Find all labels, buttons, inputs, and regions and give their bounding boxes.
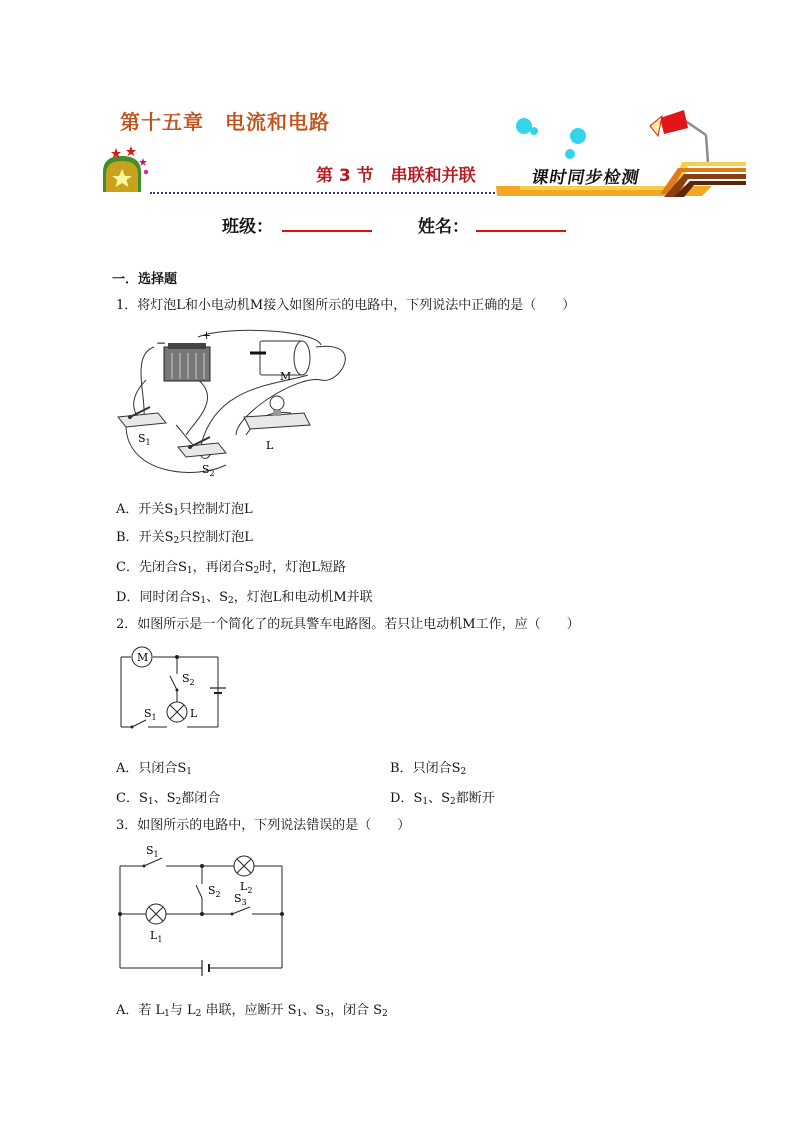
- class-field[interactable]: [282, 230, 372, 232]
- switch-1-label: $S_1$: [138, 432, 151, 447]
- question-3-stem: 3．如图所示的电路中，下列说法错误的是（ ）: [116, 818, 411, 833]
- bulb-icon: [244, 396, 310, 429]
- motor-label: M: [280, 370, 292, 383]
- name-label: 姓名：: [418, 217, 469, 237]
- q2-switch-1-label: $S_1$: [144, 707, 157, 722]
- class-label: 班级：: [222, 217, 273, 237]
- question-1-option-d[interactable]: D．同时闭合$S_1$、$S_2$，灯泡L和电动机M并联: [116, 590, 373, 606]
- question-2-option-a[interactable]: A．只闭合$S_1$: [116, 761, 193, 777]
- question-3-figure: [112, 838, 292, 978]
- lamp-label: L: [266, 439, 274, 452]
- battery-icon: [202, 960, 209, 976]
- q3-switch-3-label: $S_3$: [234, 892, 247, 907]
- question-1-figure: [116, 325, 356, 495]
- battery-minus-label: −: [156, 336, 167, 350]
- question-2-stem: 2．如图所示是一个简化了的玩具警车电路图。若只让电动机M工作，应（ ）: [116, 617, 580, 632]
- switch-1-icon: [118, 407, 166, 427]
- logo-icon: [103, 146, 148, 192]
- battery-icon: [164, 343, 210, 381]
- question-3-option-a[interactable]: A．若 $L_1$与 $L_2$ 串联，应断开 $S_1$、$S_3$，闭合 $S_2$: [116, 1003, 388, 1019]
- chapter-title: 第十五章 电流和电路: [120, 110, 330, 134]
- header-dotted-rule: [150, 192, 495, 194]
- section-heading: 一．选择题: [112, 272, 178, 287]
- question-2-option-d[interactable]: D．$S_1$、$S_2$都断开: [390, 791, 495, 807]
- section-title: 第 3 节 串联和并联: [316, 166, 476, 186]
- q3-lamp-1-label: $L_1$: [150, 929, 163, 944]
- switch-2-icon: [178, 437, 226, 457]
- question-2-option-b[interactable]: B．只闭合$S_2$: [390, 761, 467, 777]
- q3-switch-2-label: $S_2$: [208, 884, 221, 899]
- q2-switch-2-label: $S_2$: [182, 672, 195, 687]
- q2-motor-label: M: [137, 651, 149, 664]
- q2-lamp-label: L: [190, 707, 198, 720]
- battery-plus-label: +: [202, 329, 212, 342]
- question-1-stem: 1．将灯泡L和小电动机M接入如图所示的电路中，下列说法中正确的是（ ）: [116, 298, 576, 313]
- question-1-option-b[interactable]: B．开关$S_2$只控制灯泡L: [116, 530, 253, 546]
- switch-2-label: $S_2$: [202, 463, 215, 478]
- lamp-icon: [167, 702, 187, 722]
- q3-lamp-2-label: $L_2$: [240, 880, 253, 895]
- lamp-2-icon: [234, 856, 254, 876]
- q3-switch-1-label: $S_1$: [146, 844, 159, 859]
- lamp-icon: [650, 110, 708, 163]
- question-2-figure: [110, 642, 240, 742]
- lamp-1-icon: [146, 904, 166, 924]
- name-field[interactable]: [476, 230, 566, 232]
- question-2-option-c[interactable]: C．$S_1$、$S_2$都闭合: [116, 791, 221, 807]
- bubbles-icon: [516, 118, 586, 159]
- badge-label: 课时同步检测: [529, 168, 642, 188]
- question-1-option-c[interactable]: C．先闭合$S_1$，再闭合$S_2$时，灯泡L短路: [116, 560, 346, 576]
- question-1-option-a[interactable]: A．开关$S_1$只控制灯泡L: [116, 502, 253, 518]
